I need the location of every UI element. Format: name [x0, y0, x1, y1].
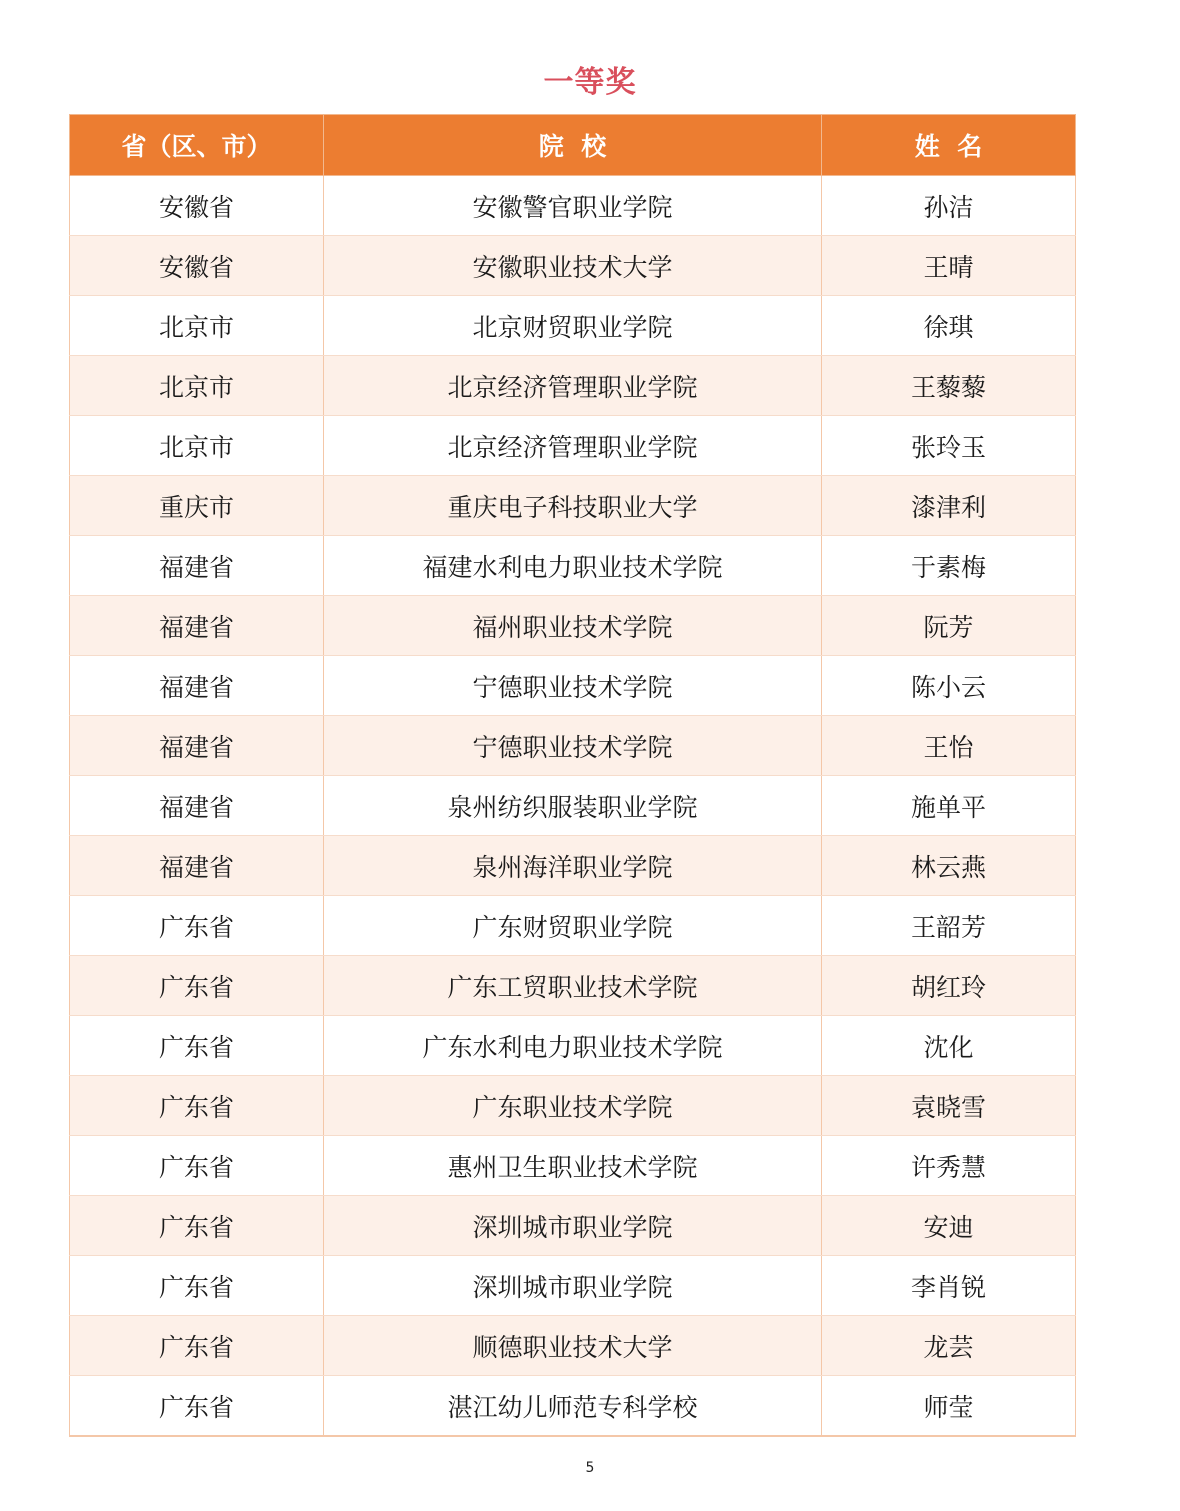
cell-school: 广东财贸职业学院 [324, 896, 822, 956]
cell-province: 重庆市 [70, 476, 324, 536]
cell-name: 漆津利 [822, 476, 1076, 536]
table-row [70, 296, 1076, 356]
table-row [70, 716, 1076, 776]
cell-name: 徐琪 [822, 296, 1076, 356]
cell-province: 安徽省 [70, 176, 324, 236]
awards-table [69, 114, 1076, 1437]
cell-province: 北京市 [70, 356, 324, 416]
cell-province: 福建省 [70, 716, 324, 776]
cell-province: 广东省 [70, 896, 324, 956]
cell-name: 许秀慧 [822, 1136, 1076, 1196]
table-row [70, 1076, 1076, 1136]
cell-name: 阮芳 [822, 596, 1076, 656]
cell-name: 师莹 [822, 1376, 1076, 1437]
cell-province: 广东省 [70, 1196, 324, 1256]
cell-province: 福建省 [70, 536, 324, 596]
cell-school: 福建水利电力职业技术学院 [324, 536, 822, 596]
table-row [70, 536, 1076, 596]
cell-name: 安迪 [822, 1196, 1076, 1256]
cell-province: 广东省 [70, 1256, 324, 1316]
cell-name: 李肖锐 [822, 1256, 1076, 1316]
table-row [70, 776, 1076, 836]
table-row [70, 1136, 1076, 1196]
table-row [70, 476, 1076, 536]
cell-name: 王韶芳 [822, 896, 1076, 956]
cell-school: 泉州纺织服装职业学院 [324, 776, 822, 836]
cell-school: 深圳城市职业学院 [324, 1256, 822, 1316]
cell-name: 施单平 [822, 776, 1076, 836]
cell-province: 广东省 [70, 1376, 324, 1437]
cell-name: 胡红玲 [822, 956, 1076, 1016]
cell-name: 孙洁 [822, 176, 1076, 236]
cell-school: 安徽警官职业学院 [324, 176, 822, 236]
cell-province: 福建省 [70, 776, 324, 836]
table-row [70, 1256, 1076, 1316]
table-row [70, 1316, 1076, 1376]
cell-school: 宁德职业技术学院 [324, 716, 822, 776]
cell-province: 广东省 [70, 1016, 324, 1076]
cell-province: 福建省 [70, 656, 324, 716]
table-row [70, 356, 1076, 416]
page-number: 5 [585, 1460, 595, 1476]
cell-school: 北京财贸职业学院 [324, 296, 822, 356]
cell-name: 沈化 [822, 1016, 1076, 1076]
header-province: 省（区、市） [70, 115, 324, 176]
cell-school: 深圳城市职业学院 [324, 1196, 822, 1256]
cell-province: 福建省 [70, 836, 324, 896]
table-row [70, 956, 1076, 1016]
cell-school: 北京经济管理职业学院 [324, 356, 822, 416]
cell-name: 张玲玉 [822, 416, 1076, 476]
table-row [70, 1376, 1076, 1437]
cell-school: 广东工贸职业技术学院 [324, 956, 822, 1016]
cell-name: 龙芸 [822, 1316, 1076, 1376]
cell-school: 宁德职业技术学院 [324, 656, 822, 716]
table-row [70, 836, 1076, 896]
award-title: 一等奖 [543, 65, 637, 100]
cell-school: 重庆电子科技职业大学 [324, 476, 822, 536]
table-row [70, 416, 1076, 476]
cell-school: 广东水利电力职业技术学院 [324, 1016, 822, 1076]
cell-province: 北京市 [70, 296, 324, 356]
cell-school: 惠州卫生职业技术学院 [324, 1136, 822, 1196]
header-name: 姓 名 [822, 115, 1076, 176]
table-row [70, 896, 1076, 956]
cell-name: 王怡 [822, 716, 1076, 776]
table-row [70, 236, 1076, 296]
cell-province: 北京市 [70, 416, 324, 476]
cell-school: 顺德职业技术大学 [324, 1316, 822, 1376]
cell-school: 安徽职业技术大学 [324, 236, 822, 296]
cell-province: 广东省 [70, 1316, 324, 1376]
table-body [70, 176, 1076, 1437]
cell-school: 泉州海洋职业学院 [324, 836, 822, 896]
cell-school: 广东职业技术学院 [324, 1076, 822, 1136]
cell-school: 福州职业技术学院 [324, 596, 822, 656]
table-row [70, 1196, 1076, 1256]
cell-province: 安徽省 [70, 236, 324, 296]
table-row [70, 596, 1076, 656]
cell-name: 王晴 [822, 236, 1076, 296]
table-row [70, 1016, 1076, 1076]
cell-school: 湛江幼儿师范专科学校 [324, 1376, 822, 1437]
table-row [70, 176, 1076, 236]
cell-name: 王藜藜 [822, 356, 1076, 416]
cell-province: 福建省 [70, 596, 324, 656]
cell-name: 陈小云 [822, 656, 1076, 716]
cell-province: 广东省 [70, 1136, 324, 1196]
cell-province: 广东省 [70, 1076, 324, 1136]
cell-name: 袁晓雪 [822, 1076, 1076, 1136]
table-row [70, 656, 1076, 716]
cell-name: 于素梅 [822, 536, 1076, 596]
cell-province: 广东省 [70, 956, 324, 1016]
header-school: 院 校 [324, 115, 822, 176]
table-header-row [70, 115, 1076, 176]
cell-school: 北京经济管理职业学院 [324, 416, 822, 476]
cell-name: 林云燕 [822, 836, 1076, 896]
